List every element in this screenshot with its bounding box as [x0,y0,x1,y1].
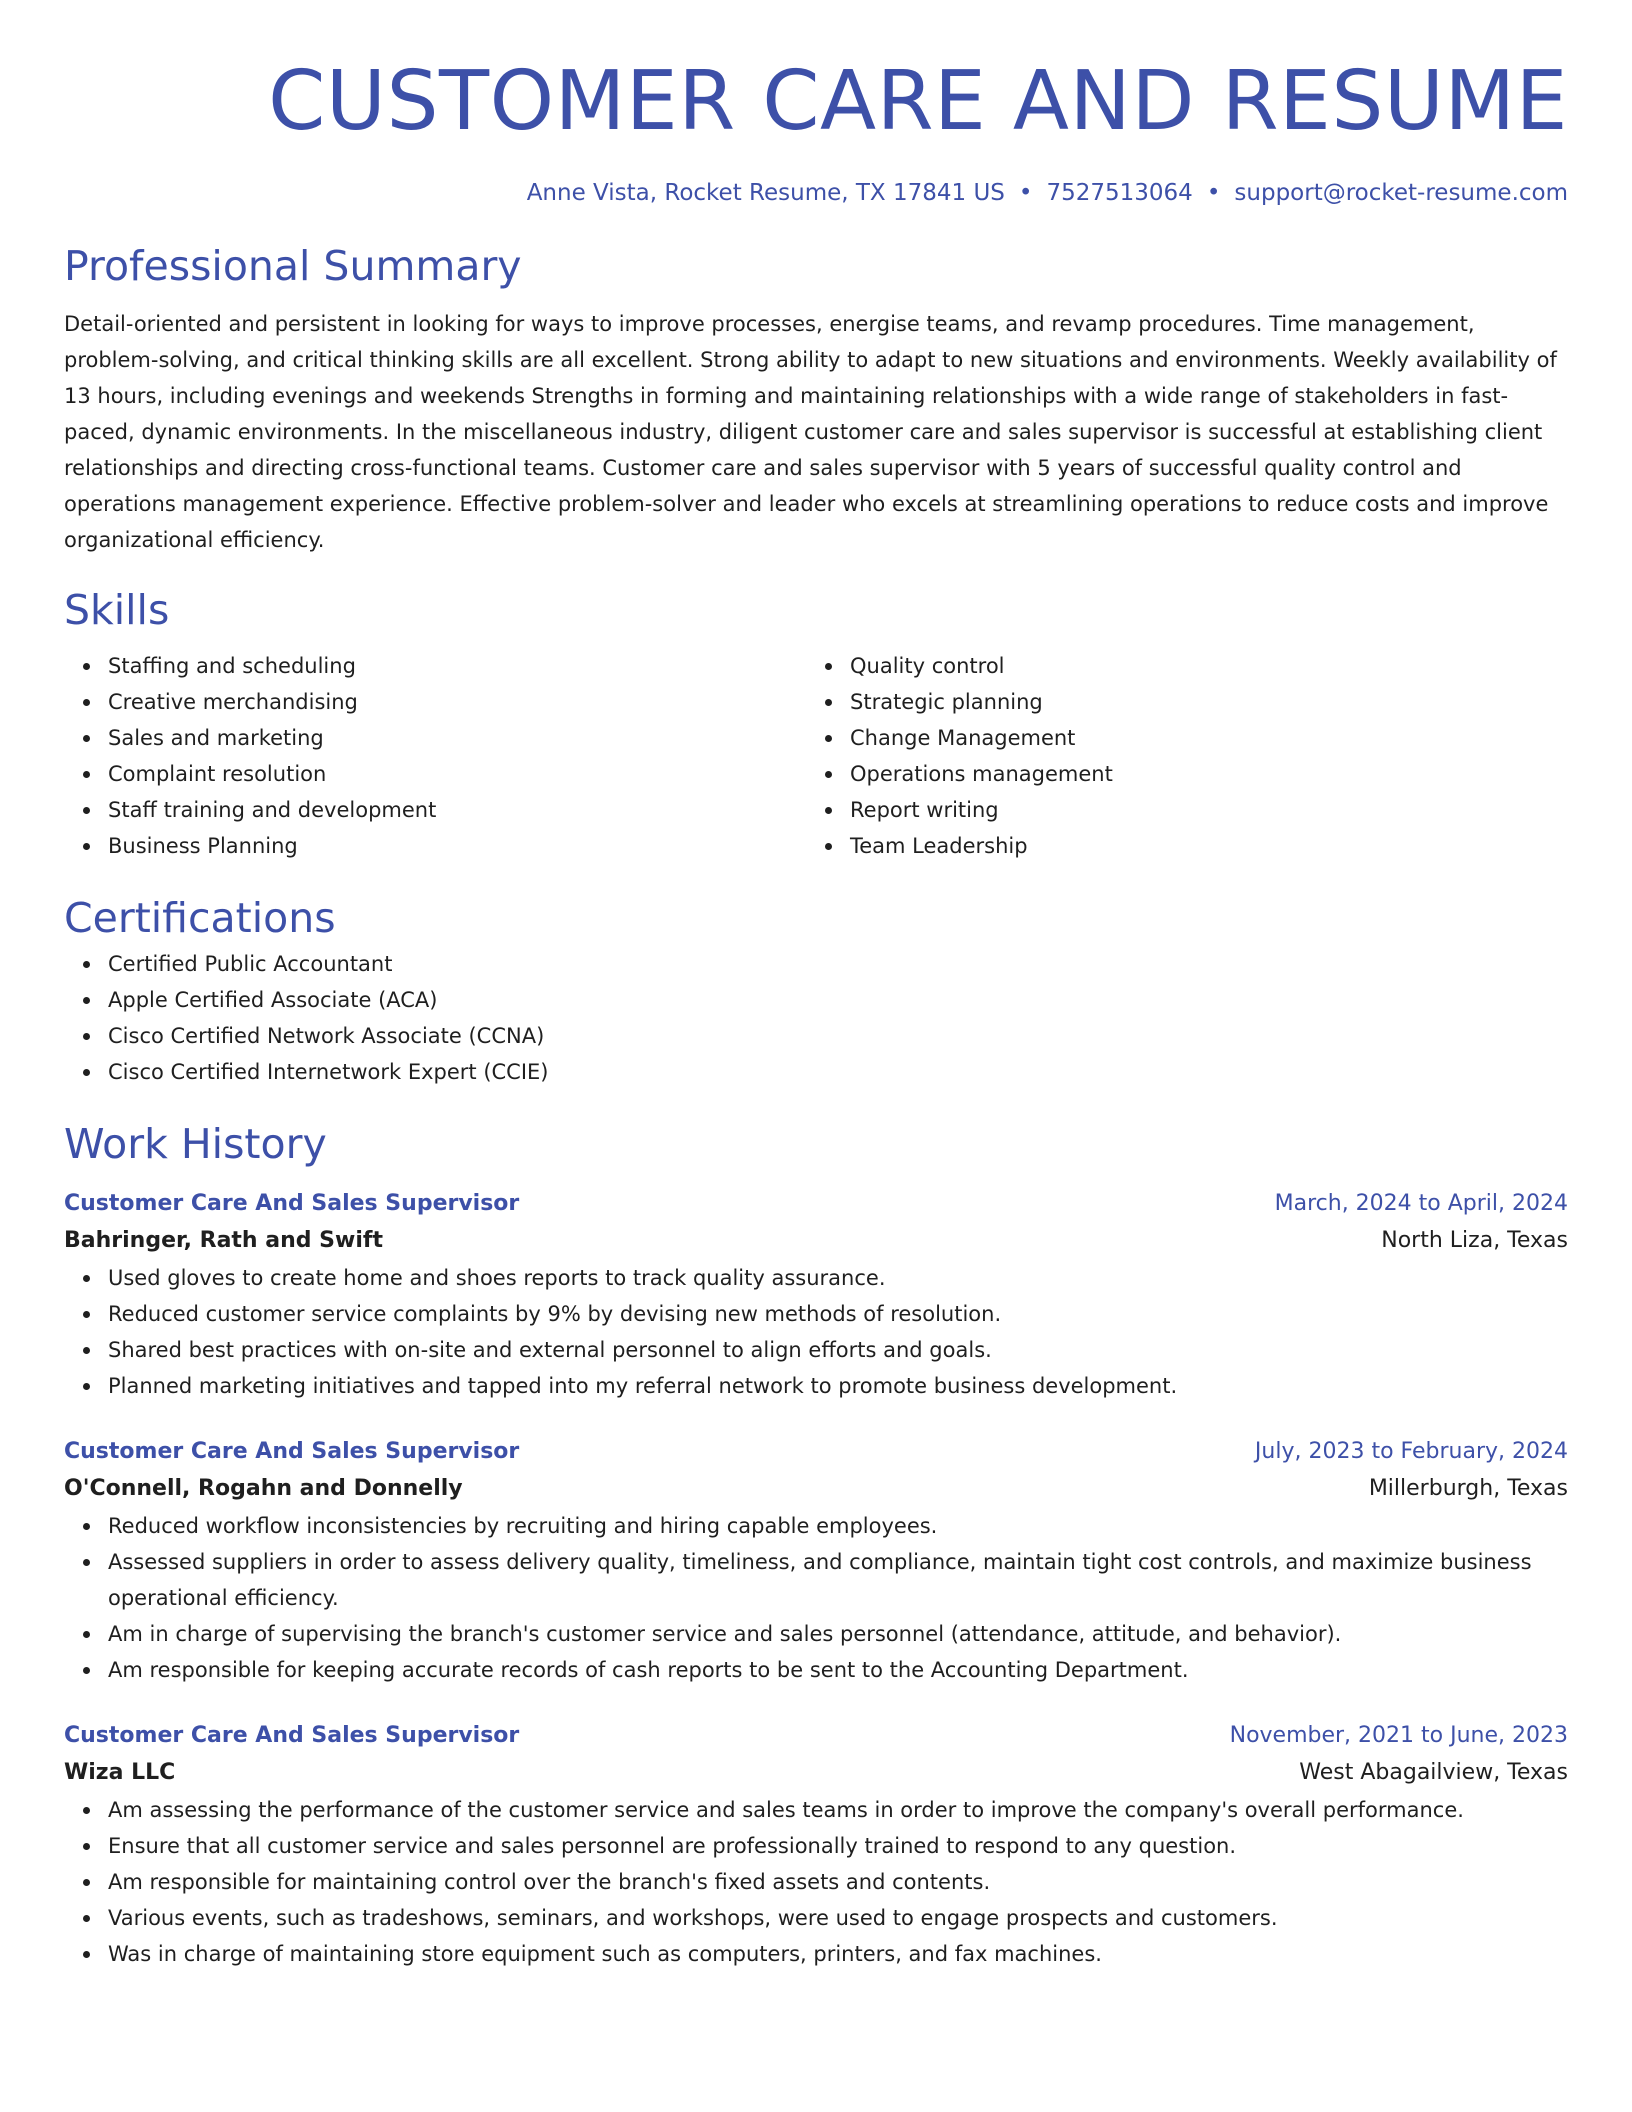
skill-item: Business Planning [108,828,806,864]
job-company: O'Connell, Rogahn and Donnelly [64,1476,463,1501]
job-title: Customer Care And Sales Supervisor [64,1439,520,1464]
job-header-row [64,1186,1568,1222]
summary-heading: Professional Summary [64,242,522,290]
job-bullet: Reduced customer service complaints by 9% by devising new methods of resolution. [108,1296,1568,1332]
contact-separator: • [1018,180,1033,206]
job-header-row [64,1434,1568,1470]
skill-item: Staffing and scheduling [108,648,806,684]
job-company-row [64,1754,1568,1792]
job-bullet: Ensure that all customer service and sales personnel are professionally trained to respond to any question. [108,1828,1568,1864]
job-bullet: Am responsible for keeping accurate records of cash reports to be sent to the Accounting Department. [108,1652,1568,1688]
job-bullet: Am assessing the performance of the customer service and sales teams in order to improve the company's overall performance. [108,1792,1568,1828]
job-bullet: Am in charge of supervising the branch's customer service and sales personnel (attendance, attitude, and behavior). [108,1616,1568,1652]
job-entry [64,1434,1568,1688]
job-header-row [64,1718,1568,1754]
certifications-heading: Certifications [64,894,336,942]
certification-item: Certified Public Accountant [108,946,1568,982]
contact-phone: 7527513064 [1046,180,1193,206]
skill-item: Team Leadership [850,828,1548,864]
skills-heading: Skills [64,586,170,634]
skills-list-right [806,648,1548,864]
job-dates: November, 2021 to June, 2023 [1229,1723,1568,1748]
contact-line [64,178,1568,208]
skill-item: Sales and marketing [108,720,806,756]
certifications-list [64,946,1568,1090]
skill-item: Report writing [850,792,1548,828]
job-location: Millerburgh, Texas [1368,1476,1568,1501]
job-bullet: Shared best practices with on-site and external personnel to align efforts and goals. [108,1332,1568,1368]
job-entry [64,1186,1568,1404]
job-bullet: Was in charge of maintaining store equipment such as computers, printers, and fax machines. [108,1936,1568,1972]
summary-text: Detail-oriented and persistent in looking for ways to improve processes, energise teams, and revamp procedures. Time management, problem-solving, and critical thinking skills are all excellent. Strong ability to adapt to new situations and environments. Weekly availability of 13 hours, including evenings and weekends Strengths in forming and maintaining relationships with a wide range of stakeholders in fast-paced, dynamic environments. In the miscellaneous industry, diligent customer care and sales supervisor is successful at establishing client relationships and directing cross-functional teams. Customer care and sales supervisor with 5 years of successful quality control and operations management experience. Effective problem-solver and leader who excels at streamlining operations to reduce costs and improve organizational efficiency. [64,312,1557,552]
certification-item: Cisco Certified Network Associate (CCNA) [108,1018,1568,1054]
job-bullet-list [64,1792,1568,1972]
job-bullet: Planned marketing initiatives and tapped into my referral network to promote business development. [108,1368,1568,1404]
job-location: North Liza, Texas [1381,1228,1568,1253]
skills-list-left [64,648,806,864]
skill-item: Staff training and development [108,792,806,828]
skill-item: Complaint resolution [108,756,806,792]
skills-columns [64,648,1568,864]
contact-address: Anne Vista, Rocket Resume, TX 17841 US [526,180,1005,206]
skill-item: Operations management [850,756,1548,792]
skills-column-left [64,648,806,864]
skill-item: Creative merchandising [108,684,806,720]
job-bullet: Assessed suppliers in order to assess delivery quality, timeliness, and compliance, maintain tight cost controls, and maximize business operational efficiency. [108,1544,1568,1616]
certification-item: Cisco Certified Internetwork Expert (CCIE) [108,1054,1568,1090]
job-company-row [64,1470,1568,1508]
job-dates: July, 2023 to February, 2024 [1254,1439,1568,1464]
job-bullet-list [64,1260,1568,1404]
job-dates: March, 2024 to April, 2024 [1274,1191,1568,1216]
job-bullet: Various events, such as tradeshows, seminars, and workshops, were used to engage prospects and customers. [108,1900,1568,1936]
job-bullet: Reduced workflow inconsistencies by recruiting and hiring capable employees. [108,1508,1568,1544]
certification-item: Apple Certified Associate (ACA) [108,982,1568,1018]
contact-separator: • [1206,180,1221,206]
job-company: Wiza LLC [64,1760,176,1785]
contact-email: support@rocket-resume.com [1234,180,1568,206]
work-history-heading: Work History [64,1120,327,1168]
job-company: Bahringer, Rath and Swift [64,1228,383,1253]
job-location: West Abagailview, Texas [1299,1760,1568,1785]
skill-item: Strategic planning [850,684,1548,720]
job-company-row [64,1222,1568,1260]
job-title: Customer Care And Sales Supervisor [64,1191,520,1216]
skills-column-right [806,648,1548,864]
job-title: Customer Care And Sales Supervisor [64,1723,520,1748]
skill-item: Quality control [850,648,1548,684]
job-bullet-list [64,1508,1568,1688]
skill-item: Change Management [850,720,1548,756]
resume-title: CUSTOMER CARE AND RESUME [268,54,1568,149]
job-bullet: Used gloves to create home and shoes reports to track quality assurance. [108,1260,1568,1296]
job-bullet: Am responsible for maintaining control over the branch's fixed assets and contents. [108,1864,1568,1900]
resume-page [64,0,1568,1972]
job-entry [64,1718,1568,1972]
